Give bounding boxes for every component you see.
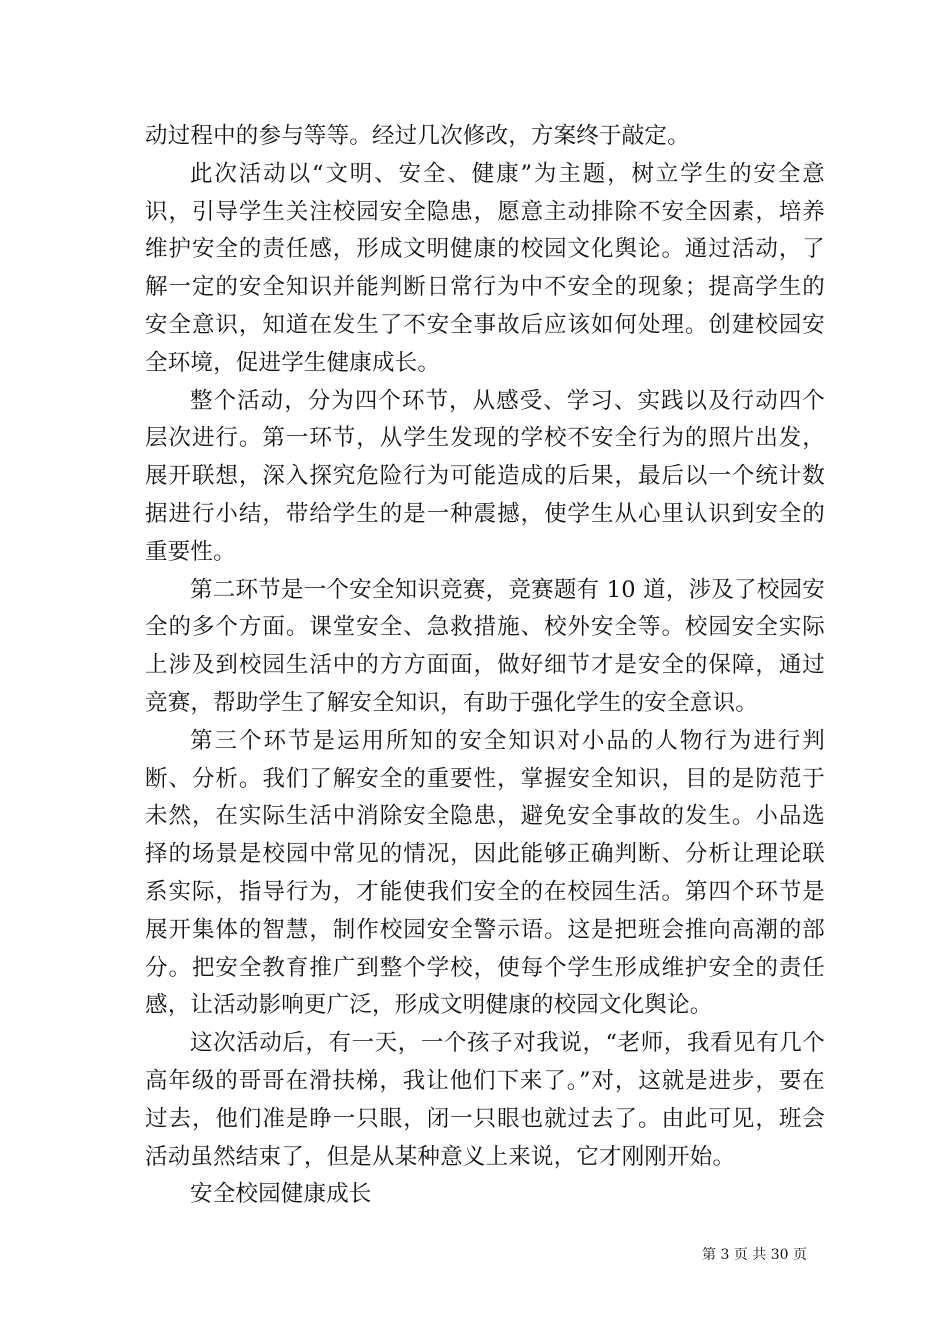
paragraph-2: 此次活动以“文明、安全、健康”为主题，树立学生的安全意识，引导学生关注校园安全隐患，愿意主动排除不安全因素，培养维护安全的责任感，形成文明健康的校园文化舆论。通过活动，了解一定的安全知识并能判断日常行为中不安全的现象；提高学生的安全意识，知道在发生了不安全事故后应该如何处理。创建校园安全环境，促进学生健康成长。 bbox=[145, 160, 825, 376]
paragraph-5: 第三个环节是运用所知的安全知识对小品的人物行为进行判断、分析。我们了解安全的重要性，掌握安全知识，目的是防范于未然，在实际生活中消除安全隐患，避免安全事故的发生。小品选择的场景是校园中常见的情况，因此能够正确判断、分析让理论联系实际，指导行为，才能使我们安全的在校园生活。第四个环节是展开集体的智慧，制作校园安全警示语。这是把班会推向高潮的部分。把安全教育推广到整个学校，使每个学生形成维护安全的责任感，让活动影响更广泛，形成文明健康的校园文化舆论。 bbox=[145, 727, 825, 1019]
paragraph-3: 整个活动，分为四个环节，从感受、学习、实践以及行动四个层次进行。第一环节，从学生发现的学校不安全行为的照片出发，展开联想，深入探究危险行为可能造成的后果，最后以一个统计数据进行小结，带给学生的是一种震撼，使学生从心里认识到安全的重要性。 bbox=[145, 387, 825, 565]
paragraph-6: 这次活动后，有一天，一个孩子对我说，“老师，我看见有几个高年级的哥哥在滑扶梯，我让他们下来了。”对，这就是进步，要在过去，他们准是睁一只眼，闭一只眼也就过去了。由此可见，班会活动虽然结束了，但是从某种意义上来说，它才刚刚开始。 bbox=[145, 1030, 825, 1170]
page-number-footer: 第 3 页 共 30 页 bbox=[702, 1247, 807, 1263]
section-heading: 安全校园健康成长 bbox=[190, 1181, 372, 1208]
paragraph-1: 动过程中的参与等等。经过几次修改，方案终于敲定。 bbox=[145, 123, 690, 149]
document-body bbox=[145, 118, 825, 1214]
paragraph-4: 第二环节是一个安全知识竞赛，竞赛题有 10 道，涉及了校园安全的多个方面。课堂安全、急救措施、校外安全等。校园安全实际上涉及到校园生活中的方方面面，做好细节才是安全的保障，通过竞赛，帮助学生了解安全知识，有助于强化学生的安全意识。 bbox=[145, 576, 825, 716]
